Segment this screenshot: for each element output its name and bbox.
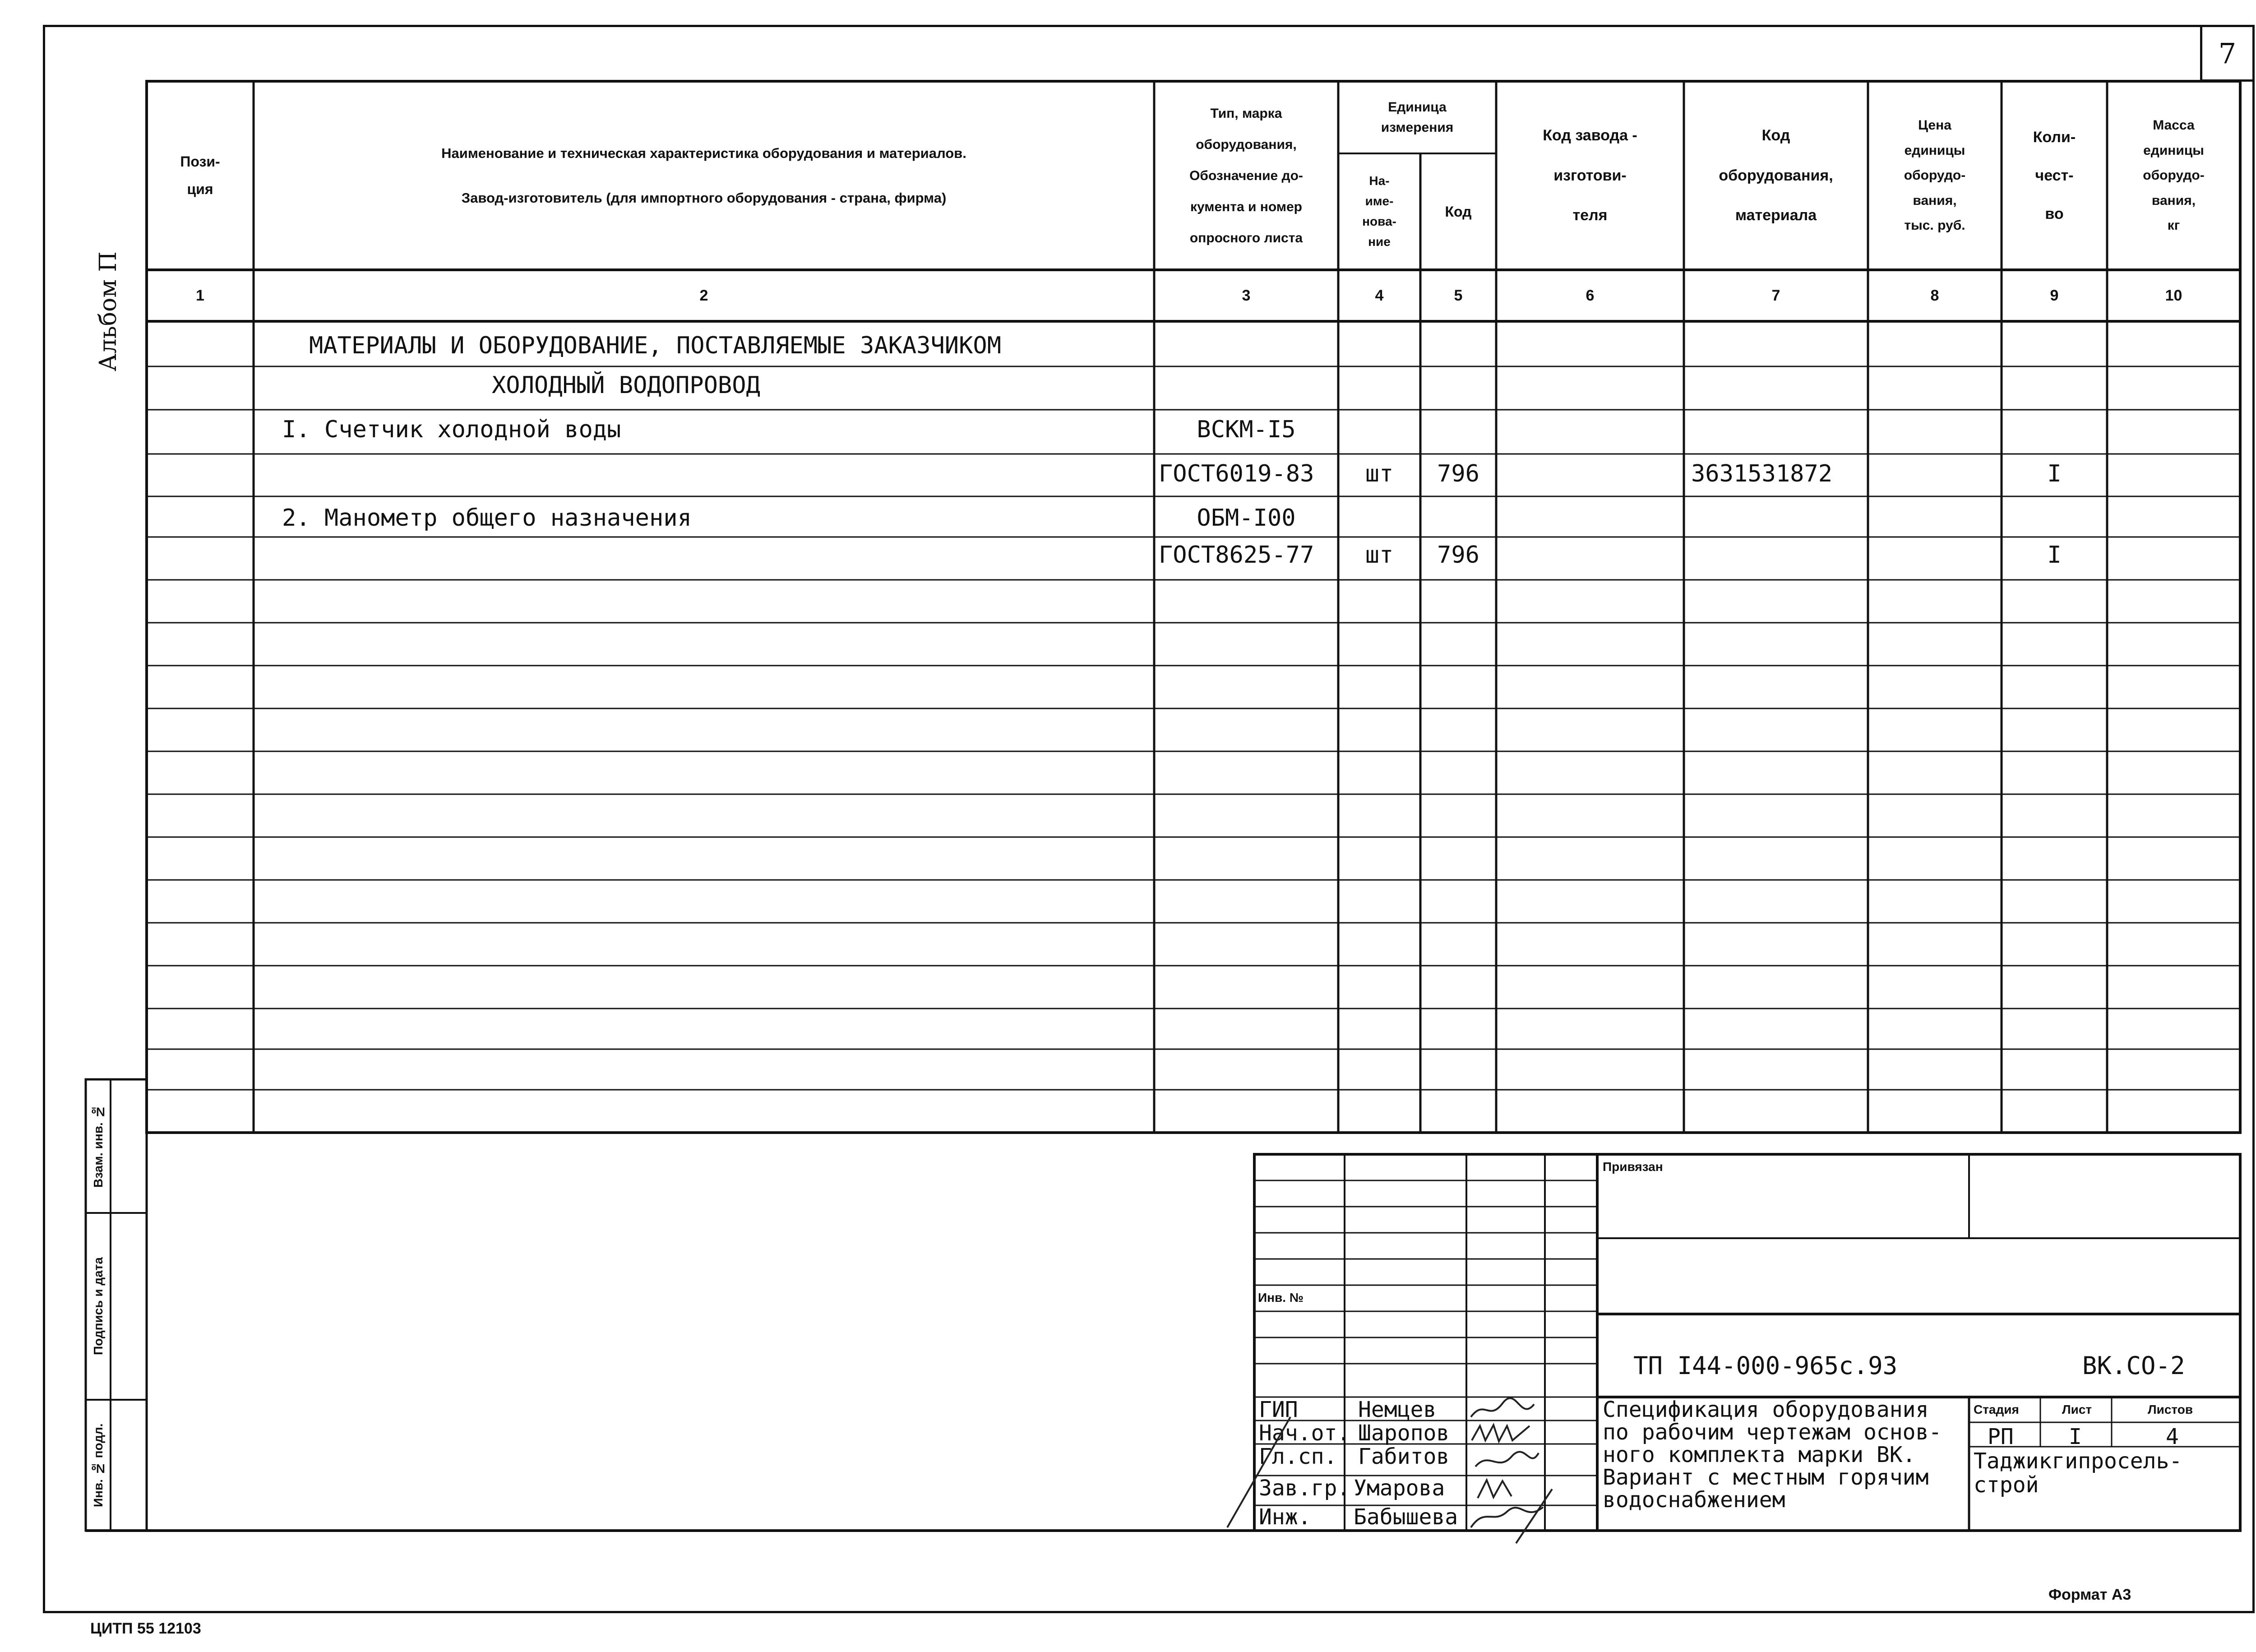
section-title: МАТЕРИАЛЫ И ОБОРУДОВАНИЕ, ПОСТАВЛЯЕМЫЕ ЗАКАЗЧИКОМ xyxy=(309,332,1002,359)
column-number: 10 xyxy=(2165,287,2182,304)
item2-name: 2. Манометр общего назначения xyxy=(282,504,692,532)
sheets-label: Листов xyxy=(2148,1402,2193,1416)
side-label-podpis: Подпись и дата xyxy=(91,1257,105,1356)
role-nach-ot: Нач.от. xyxy=(1259,1421,1350,1446)
signature-scribble xyxy=(1471,1398,1534,1417)
role-zav-gr: Зав.гр. xyxy=(1259,1476,1350,1501)
name-nemtsev: Немцев xyxy=(1358,1397,1437,1422)
document-code: ТП I44-000-965с.93 xyxy=(1633,1351,1898,1380)
stage-label: Стадия xyxy=(1974,1402,2019,1416)
role-gl-sp: Гл.сп. xyxy=(1259,1444,1337,1469)
header-unit-code: Код xyxy=(1445,203,1472,220)
item2-doc: ГОСТ8625-77 xyxy=(1159,541,1314,569)
organization: Таджикгипросель- строй xyxy=(1974,1448,2182,1498)
item1-unit-code: 796 xyxy=(1437,460,1479,487)
item2-type: ОБМ-I00 xyxy=(1197,504,1296,532)
name-gabitov: Габитов xyxy=(1358,1444,1450,1469)
footer-format: Формат А3 xyxy=(2048,1586,2131,1603)
header-price: Цена единицы оборудо- вания, тыс. руб. xyxy=(1904,118,1966,233)
column-number: 6 xyxy=(1586,287,1595,304)
item1-doc: ГОСТ6019-83 xyxy=(1159,460,1314,487)
header-quantity: Коли- чест- во xyxy=(2033,128,2076,222)
header-position: Пози- ция xyxy=(180,153,220,197)
header-unit: Единица измерения xyxy=(1381,100,1454,135)
column-number: 3 xyxy=(1242,287,1251,304)
column-number: 7 xyxy=(1771,287,1780,304)
header-unit-name: На- име- нова- ние xyxy=(1362,174,1396,249)
column-number: 1 xyxy=(196,287,204,304)
footer-left-code: ЦИТП 55 12103 xyxy=(90,1620,201,1637)
document-description: Спецификация оборудования по рабочим чертежам основ- ного комплекта марки ВК. Вариант с местным горячим водоснабжением xyxy=(1603,1397,1942,1513)
item1-type: ВСКМ-I5 xyxy=(1197,416,1296,443)
side-label-inv: Инв. № подл. xyxy=(91,1423,105,1507)
column-number: 4 xyxy=(1375,287,1384,304)
signature-scribble xyxy=(1472,1425,1530,1441)
header-mass: Масса единицы оборудо- вания, кг xyxy=(2143,118,2205,233)
item1-equipment-code: 3631531872 xyxy=(1691,460,1833,487)
privyazan-label: Привязан xyxy=(1603,1160,1663,1174)
item2-unit: шт xyxy=(1365,541,1394,569)
section-subtitle: ХОЛОДНЫЙ ВОДОПРОВОД xyxy=(492,372,760,399)
column-number: 9 xyxy=(2050,287,2059,304)
signature-scribble xyxy=(1478,1480,1512,1498)
name-umarova: Умарова xyxy=(1354,1476,1445,1501)
signature-stroke xyxy=(1227,1417,1290,1527)
stage-value: РП xyxy=(1988,1424,2014,1449)
role-gip: ГИП xyxy=(1259,1397,1298,1422)
signature-scribble xyxy=(1475,1452,1539,1467)
signature-stroke xyxy=(1516,1489,1552,1543)
item2-unit-code: 796 xyxy=(1437,541,1479,569)
column-number: 5 xyxy=(1454,287,1463,304)
sheet-label: Лист xyxy=(2062,1402,2092,1416)
role-inzh: Инж. xyxy=(1259,1504,1311,1530)
inv-no-label: Инв. № xyxy=(1258,1291,1304,1305)
sheet-number: 7 xyxy=(2200,25,2255,82)
side-label-vzam: Взам. инв. № xyxy=(91,1105,105,1188)
item2-quantity: I xyxy=(2047,541,2062,569)
header-plant-code: Код завода - изготови- теля xyxy=(1543,127,1637,224)
column-number: 8 xyxy=(1930,287,1939,304)
name-sharopov: Шаропов xyxy=(1358,1421,1450,1446)
item1-quantity: I xyxy=(2047,460,2062,487)
sheets-value: 4 xyxy=(2166,1424,2179,1449)
header-name: Наименование и техническая характеристика оборудования и материалов. Завод-изготовитель (для импортного оборудования - страна, фирма) xyxy=(441,145,966,206)
name-babysheva: Бабышева xyxy=(1354,1504,1458,1530)
header-equipment-code: Код оборудования, материала xyxy=(1719,127,1833,224)
header-type: Тип, марка оборудования, Обозначение до- кумента и номер опросного листа xyxy=(1189,106,1303,245)
sheet-value: I xyxy=(2069,1424,2082,1449)
document-mark: ВК.СО-2 xyxy=(2082,1351,2185,1380)
item1-name: I. Счетчик холодной воды xyxy=(282,416,621,443)
item1-unit: шт xyxy=(1365,460,1394,487)
album-label: Альбом П xyxy=(95,251,122,371)
column-number: 2 xyxy=(699,287,708,304)
